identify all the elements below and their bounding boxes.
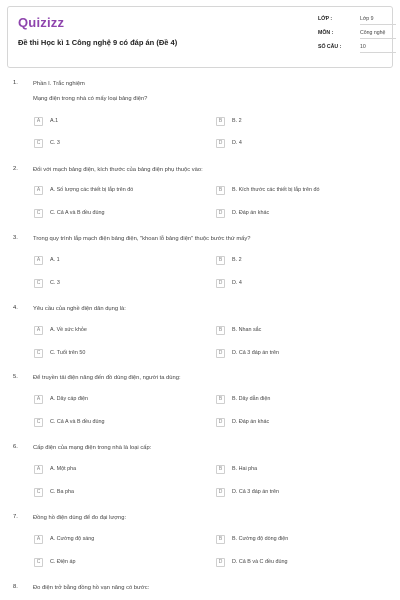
option-b[interactable] — [216, 117, 386, 127]
question-number: 6. — [13, 444, 18, 450]
option-c[interactable] — [34, 139, 204, 149]
option-d[interactable] — [216, 418, 386, 428]
meta-label: MÔN : — [318, 30, 334, 36]
option-d[interactable] — [216, 209, 386, 219]
option-d[interactable] — [216, 558, 386, 568]
option-text: D. Đáp án khác — [232, 419, 270, 425]
option-c[interactable] — [34, 558, 204, 568]
option-text: B. Cường độ dòng điện — [232, 536, 289, 542]
option-c[interactable] — [34, 418, 204, 428]
meta-label: SỐ CÂU : — [318, 44, 342, 50]
option-letter-box: D — [216, 139, 225, 148]
option-text: B. Hai pha — [232, 466, 258, 472]
quizizz-logo: Quizizz — [18, 15, 65, 30]
meta-value: Lớp 9 — [360, 16, 396, 25]
option-letter-box: B — [216, 186, 225, 195]
question-number: 3. — [13, 235, 18, 241]
option-text: A.1 — [50, 118, 59, 124]
option-text: B. Nhan sắc — [232, 327, 262, 333]
question-text: Đối với mạch bảng điện, kích thước của bảng điện phụ thuộc vào: — [33, 167, 203, 173]
question-text: Đo điện trở bằng đồng hồ vạn năng có bước: — [33, 585, 150, 591]
question-text: Đồng hồ điện dùng để đo đại lượng: — [33, 515, 127, 521]
option-text: D. 4 — [232, 280, 242, 286]
option-letter-box: C — [34, 139, 43, 148]
option-a[interactable] — [34, 395, 204, 405]
meta-value: Công nghệ — [360, 30, 396, 39]
option-letter-box: A — [34, 395, 43, 404]
worksheet-title: Đề thi Học kì 1 Công nghệ 9 có đáp án (Đề 4) — [18, 38, 178, 47]
option-letter-box: C — [34, 488, 43, 497]
option-text: A. Về sức khỏe — [50, 327, 87, 333]
option-text: A. Một pha — [50, 466, 77, 472]
option-text: C. 3 — [50, 280, 60, 286]
option-b[interactable] — [216, 465, 386, 475]
option-d[interactable] — [216, 488, 386, 498]
question-number: 7. — [13, 514, 18, 520]
option-text: C. Cả A và B đều đúng — [50, 210, 105, 216]
option-text: D. Đáp án khác — [232, 210, 270, 216]
option-c[interactable] — [34, 349, 204, 359]
option-d[interactable] — [216, 349, 386, 359]
option-letter-box: B — [216, 256, 225, 265]
option-text: B. Dây dẫn điện — [232, 396, 271, 402]
option-a[interactable] — [34, 326, 204, 336]
meta-label: LỚP : — [318, 16, 333, 22]
option-b[interactable] — [216, 535, 386, 545]
question-section: Phần I. Trắc nghiệm — [33, 81, 85, 87]
option-letter-box: C — [34, 558, 43, 567]
option-text: B. 2 — [232, 257, 242, 263]
option-letter-box: C — [34, 279, 43, 288]
option-text: A. Dây cáp điện — [50, 396, 89, 402]
question-number: 5. — [13, 374, 18, 380]
option-letter-box: A — [34, 465, 43, 474]
worksheet-header — [7, 6, 393, 68]
question-number: 2. — [13, 166, 18, 172]
option-letter-box: D — [216, 488, 225, 497]
option-letter-box: B — [216, 326, 225, 335]
option-text: A. Số lượng các thiết bị lắp trên đó — [50, 187, 134, 193]
option-b[interactable] — [216, 326, 386, 336]
question-number: 4. — [13, 305, 18, 311]
option-text: D. Cả 3 đáp án trên — [232, 489, 280, 495]
option-text: C. Điện áp — [50, 559, 76, 565]
question-text: Trong quy trình lắp mạch điện bảng điện, "khoan lỗ bảng điện" thuộc bước thứ mấy? — [33, 236, 251, 242]
option-text: D. 4 — [232, 140, 242, 146]
option-b[interactable] — [216, 186, 386, 196]
option-d[interactable] — [216, 279, 386, 289]
meta-value: 10 — [360, 44, 396, 53]
option-b[interactable] — [216, 395, 386, 405]
question-text: Để truyền tải điện năng đến đồ dùng điện, người ta dùng: — [33, 375, 181, 381]
option-letter-box: D — [216, 349, 225, 358]
option-letter-box: A — [34, 117, 43, 126]
option-text: B. 2 — [232, 118, 242, 124]
option-text: D. Cả 3 đáp án trên — [232, 350, 280, 356]
option-text: D. Cả B và C đều đúng — [232, 559, 288, 565]
option-text: C. Tuổi trên 50 — [50, 350, 86, 356]
option-letter-box: A — [34, 186, 43, 195]
option-c[interactable] — [34, 279, 204, 289]
option-letter-box: B — [216, 395, 225, 404]
question-text: Mạng điện trong nhà có mấy loại bảng điện? — [33, 96, 148, 102]
option-letter-box: A — [34, 535, 43, 544]
option-letter-box: D — [216, 558, 225, 567]
option-c[interactable] — [34, 209, 204, 219]
option-d[interactable] — [216, 139, 386, 149]
option-letter-box: B — [216, 117, 225, 126]
option-letter-box: D — [216, 418, 225, 427]
option-a[interactable] — [34, 535, 204, 545]
question-text: Yêu cầu của nghề điện dân dụng là: — [33, 306, 126, 312]
option-text: C. 3 — [50, 140, 60, 146]
option-letter-box: D — [216, 279, 225, 288]
option-letter-box: C — [34, 209, 43, 218]
option-letter-box: A — [34, 326, 43, 335]
option-a[interactable] — [34, 186, 204, 196]
question-number: 8. — [13, 584, 18, 590]
option-text: C. Ba pha — [50, 489, 74, 495]
question-text: Cấp điện của mạng điện trong nhà là loại cấp: — [33, 445, 152, 451]
option-a[interactable] — [34, 117, 204, 127]
option-a[interactable] — [34, 256, 204, 266]
option-text: A. Cường độ sáng — [50, 536, 95, 542]
option-letter-box: D — [216, 209, 225, 218]
option-b[interactable] — [216, 256, 386, 266]
option-c[interactable] — [34, 488, 204, 498]
option-letter-box: A — [34, 256, 43, 265]
option-letter-box: C — [34, 349, 43, 358]
option-letter-box: B — [216, 465, 225, 474]
option-a[interactable] — [34, 465, 204, 475]
question-number: 1. — [13, 80, 18, 86]
option-letter-box: C — [34, 418, 43, 427]
option-text: A. 1 — [50, 257, 60, 263]
option-letter-box: B — [216, 535, 225, 544]
option-text: B. Kích thước các thiết bị lắp trên đó — [232, 187, 320, 193]
option-text: C. Cả A và B đều đúng — [50, 419, 105, 425]
